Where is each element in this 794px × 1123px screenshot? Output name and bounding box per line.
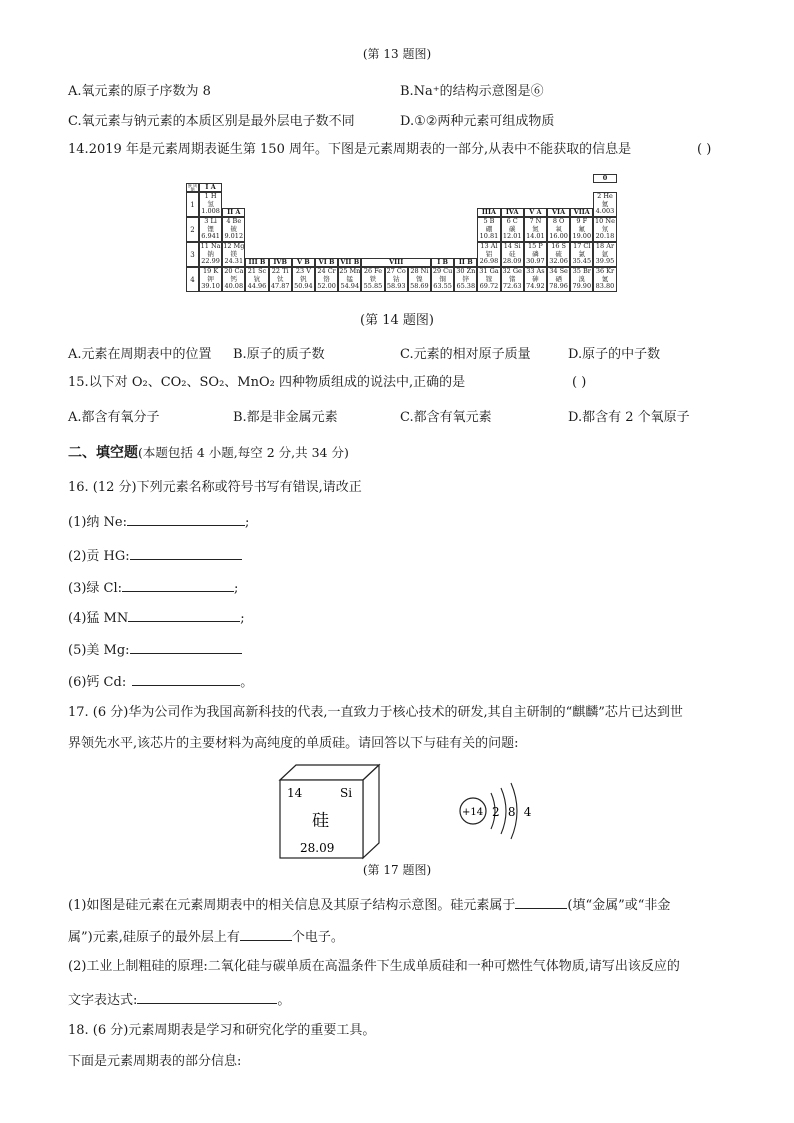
q16-item-1 <box>68 512 249 532</box>
element-mass: 69.72 <box>479 282 499 290</box>
element-mass: 14.01 <box>526 232 545 240</box>
element-mass: 12.01 <box>502 232 522 240</box>
element-cell <box>199 242 222 267</box>
element-name: 氖 <box>601 224 609 233</box>
element-number-symbol: 28 Ni <box>410 267 429 275</box>
element-name: 硫 <box>555 249 562 258</box>
element-mass: 72.63 <box>502 282 522 290</box>
q15-stem <box>68 374 465 392</box>
element-cell <box>593 242 616 267</box>
element-number-symbol: 10 Ne <box>595 217 615 225</box>
element-cell <box>292 267 315 292</box>
q13-option-c: C.氧元素与钠元素的本质区别是最外层电子数不同 <box>68 114 355 129</box>
element-name: 锌 <box>462 274 470 283</box>
element-cell <box>593 217 616 242</box>
group-header-VIIB: VII B <box>338 258 361 267</box>
q16-item-4-sep: ; <box>240 611 245 626</box>
element-name: 氯 <box>578 249 586 258</box>
element-name: 氪 <box>601 274 609 283</box>
q17-part-2-line-2 <box>68 990 290 1010</box>
element-number-symbol: 14 Si <box>503 242 521 250</box>
electron-counts: 2 8 4 <box>492 805 534 819</box>
element-name: 氦 <box>601 199 609 208</box>
group-header-VIIA: VIIA <box>570 208 593 217</box>
group-header-IA: I A <box>199 183 222 192</box>
element-name: 钙 <box>230 274 238 283</box>
q15-option-a: A.都含有氧分子 <box>68 410 160 425</box>
element-number-symbol: 24 Cr <box>317 267 336 275</box>
element-mass: 6.941 <box>201 232 220 240</box>
element-mass: 1.008 <box>201 207 220 215</box>
group-header-VA: V A <box>524 208 547 217</box>
element-cell <box>338 267 361 292</box>
periodic-table-figure <box>186 174 623 308</box>
element-number-symbol: 31 Ga <box>479 267 499 275</box>
element-mass: 78.96 <box>549 282 568 290</box>
q17-stem-line-1: 17. (6 分)华为公司作为我国高新科技的代表,一直致力于核心技术的研发,其自主研制的“麒麟”芯片已达到世 <box>68 705 683 720</box>
element-mass: 20.18 <box>595 232 615 240</box>
element-name: 氢 <box>207 199 214 208</box>
q17-figure-caption: (第 17 题图) <box>362 863 432 877</box>
element-mass: 58.93 <box>386 282 406 290</box>
element-name: 钒 <box>300 274 307 283</box>
element-name: 氩 <box>601 249 609 258</box>
element-number-symbol: 25 Mn <box>339 267 361 275</box>
element-mass: 35.45 <box>572 257 592 265</box>
element-mass: 24.31 <box>224 257 244 265</box>
element-mass: 58.69 <box>410 282 429 290</box>
element-mass: 40.08 <box>224 282 244 290</box>
element-name: 钾 <box>207 274 214 283</box>
q16-item-3-blank[interactable] <box>122 578 234 592</box>
element-number-symbol: 8 O <box>552 217 565 225</box>
element-mass: 74.92 <box>526 282 545 290</box>
element-name: 锰 <box>346 274 354 283</box>
element-name: 铬 <box>323 274 330 283</box>
q18-stem: 18. (6 分)元素周期表是学习和研究化学的重要工具。 <box>68 1023 376 1038</box>
q15-text: 以下对 O₂、CO₂、SO₂、MnO₂ 四种物质组成的说法中,正确的是 <box>88 375 466 390</box>
q17-part-2-text-c: 。 <box>277 993 291 1008</box>
table-corner-cell: 族 周期 <box>187 183 198 192</box>
q16-item-1-sep: ; <box>245 515 250 530</box>
element-name: 铝 <box>485 249 493 258</box>
element-cell <box>547 242 570 267</box>
q14-stem <box>68 141 631 159</box>
group-header-IIA: II A <box>222 208 245 217</box>
element-mass: 39.95 <box>595 257 615 265</box>
element-number-symbol: 18 Ar <box>595 242 615 250</box>
q17-part-1-line-1 <box>68 895 670 915</box>
q16-item-2 <box>68 546 242 566</box>
q16-item-6-sep: 。 <box>240 675 254 690</box>
element-number-symbol: 20 Ca <box>224 267 244 275</box>
silicon-tile-top-face <box>280 765 379 780</box>
element-name: 钪 <box>253 274 261 283</box>
group-header-VIA: VIA <box>547 208 570 217</box>
q16-item-3 <box>68 578 238 598</box>
element-number-symbol: 1 H <box>204 192 217 200</box>
element-mass: 47.87 <box>270 282 290 290</box>
element-number-symbol: 30 Zn <box>456 267 476 275</box>
element-cell <box>431 267 454 292</box>
element-number-symbol: 33 As <box>526 267 545 275</box>
element-name: 溴 <box>578 274 586 283</box>
element-cell <box>593 192 616 217</box>
element-mass: 63.55 <box>433 282 452 290</box>
element-mass: 32.06 <box>549 257 568 265</box>
q15-number: 15. <box>68 375 89 390</box>
q17-part-1-line-2 <box>68 927 344 947</box>
element-cell <box>593 267 616 292</box>
element-cell <box>501 217 524 242</box>
section-2-title: 二、填空题 <box>68 445 138 461</box>
q17-part-1-text-d: 个电子。 <box>291 930 344 945</box>
group-header-0: 0 <box>593 174 616 183</box>
element-mass: 19.00 <box>572 232 592 240</box>
element-mass: 26.98 <box>479 257 499 265</box>
q17-part-1-text-a: (1)如图是硅元素在元素周期表中的相关信息及其原子结构示意图。硅元素属于 <box>68 898 516 913</box>
group-header-IIIA: IIIA <box>477 208 500 217</box>
q16-item-3-label: (3)绿 Cl: <box>68 581 123 596</box>
element-cell <box>477 267 500 292</box>
element-number-symbol: 7 N <box>529 217 542 225</box>
q16-item-4 <box>68 608 245 628</box>
q16-item-6-blank[interactable] <box>132 672 240 686</box>
element-mass: 9.012 <box>224 232 244 240</box>
element-number-symbol: 12 Mg <box>223 242 245 250</box>
group-header-IB: I B <box>431 258 454 267</box>
q15-answer-paren: ( ) <box>572 375 587 390</box>
element-mass: 50.94 <box>294 282 313 290</box>
element-mass: 28.09 <box>502 257 522 265</box>
element-number-symbol: 9 F <box>576 217 588 225</box>
q16-item-1-label: (1)纳 Ne: <box>68 515 127 530</box>
element-name: 锂 <box>207 224 214 233</box>
q17-metal-blank[interactable] <box>515 895 567 909</box>
element-name: 硒 <box>555 274 562 283</box>
element-mass: 65.38 <box>456 282 476 290</box>
element-number-symbol: 21 Sc <box>247 267 267 275</box>
element-number-symbol: 36 Kr <box>595 267 615 275</box>
element-number-symbol: 26 Fe <box>363 267 383 275</box>
silicon-name: 硅 <box>312 811 329 831</box>
element-cell <box>477 242 500 267</box>
element-cell <box>222 217 245 242</box>
element-cell <box>222 267 245 292</box>
q17-equation-blank[interactable] <box>137 990 277 1004</box>
q14-figure-caption: (第 14 题图) <box>360 313 434 328</box>
group-header-IVB: IVB <box>269 258 292 267</box>
q14-option-c: C.元素的相对原子质量 <box>400 347 531 362</box>
element-cell <box>547 217 570 242</box>
element-name: 铁 <box>369 274 377 283</box>
element-mass: 30.97 <box>526 257 545 265</box>
element-number-symbol: 29 Cu <box>432 267 453 275</box>
element-number-symbol: 2 He <box>597 192 613 200</box>
element-name: 碳 <box>508 224 516 233</box>
nucleus-charge: +14 <box>462 807 484 818</box>
element-name: 氮 <box>532 224 539 233</box>
element-cell <box>245 267 268 292</box>
q14-answer-paren: ( ) <box>697 142 712 157</box>
element-mass: 16.00 <box>549 232 568 240</box>
group-header-IIB: II B <box>454 258 477 267</box>
element-number-symbol: 15 P <box>528 242 543 250</box>
q17-stem-line-2: 界领先水平,该芯片的主要材料为高纯度的单质硅。请回答以下与硅有关的问题: <box>68 736 519 751</box>
q15-option-b: B.都是非金属元素 <box>233 410 338 425</box>
q17-part-2-line-1: (2)工业上制粗硅的原理:二氧化硅与碳单质在高温条件下生成单质硅和一种可燃性气体物质,请写出该反应的 <box>68 959 680 974</box>
silicon-atomic-number: 14 <box>287 786 303 800</box>
element-name: 磷 <box>532 249 539 258</box>
element-name: 锗 <box>508 274 516 283</box>
q13-figure-caption: (第 13 题图) <box>362 47 432 61</box>
element-cell <box>315 267 338 292</box>
element-cell <box>385 267 408 292</box>
element-name: 钠 <box>207 249 214 258</box>
element-number-symbol: 11 Na <box>200 242 221 250</box>
element-cell <box>361 267 384 292</box>
silicon-tile-side-face <box>363 765 379 858</box>
group-header-IVA: IVA <box>501 208 524 217</box>
element-cell <box>570 217 593 242</box>
element-name: 硅 <box>508 249 516 258</box>
element-mass: 79.90 <box>572 282 592 290</box>
element-cell <box>524 242 547 267</box>
element-mass: 4.003 <box>595 207 615 215</box>
silicon-symbol: Si <box>340 786 353 800</box>
group-header-IIIB: III B <box>245 258 268 267</box>
element-mass: 22.99 <box>201 257 220 265</box>
q16-stem: 16. (12 分)下列元素名称或符号书写有错误,请改正 <box>68 480 362 495</box>
q16-item-6 <box>68 672 253 692</box>
element-number-symbol: 6 C <box>506 217 518 225</box>
element-number-symbol: 22 Ti <box>271 267 289 275</box>
period-label-4: 4 <box>186 267 199 292</box>
silicon-tile-figure <box>276 762 386 862</box>
element-cell <box>501 267 524 292</box>
element-number-symbol: 13 Al <box>480 242 498 250</box>
group-header-VIII: VIII <box>361 258 431 267</box>
element-name: 砷 <box>532 274 539 283</box>
element-cell <box>199 217 222 242</box>
element-cell <box>269 267 292 292</box>
element-cell <box>454 267 477 292</box>
element-cell <box>408 267 431 292</box>
q13-option-a: A.氧元素的原子序数为 8 <box>68 84 211 99</box>
element-cell <box>524 217 547 242</box>
element-number-symbol: 35 Br <box>572 267 591 275</box>
element-mass: 54.94 <box>340 282 360 290</box>
element-name: 钴 <box>392 274 400 283</box>
element-name: 钛 <box>276 274 284 283</box>
group-header-VB: V B <box>292 258 315 267</box>
element-mass: 83.80 <box>595 282 615 290</box>
q14-option-a: A.元素在周期表中的位置 <box>68 347 212 362</box>
element-number-symbol: 4 Be <box>226 217 242 225</box>
q16-item-5 <box>68 640 242 660</box>
q14-text: 2019 年是元素周期表诞生第 150 周年。下图是元素周期表的一部分,从表中不能获取的信息是 <box>88 142 632 157</box>
q17-part-1-text-c: 属”)元素,硅原子的最外层上有 <box>68 930 240 945</box>
element-name: 铜 <box>439 274 446 283</box>
q16-item-4-label: (4)猛 MN <box>68 611 129 626</box>
element-number-symbol: 32 Ge <box>502 267 522 275</box>
element-mass: 52.00 <box>317 282 336 290</box>
element-cell <box>524 267 547 292</box>
q14-option-d: D.原子的中子数 <box>568 347 661 362</box>
element-mass: 39.10 <box>201 282 220 290</box>
q16-item-4-blank[interactable] <box>128 608 240 622</box>
group-header-VIB: VI B <box>315 258 338 267</box>
q14-option-b: B.原子的质子数 <box>233 347 325 362</box>
element-number-symbol: 23 V <box>295 267 311 275</box>
q17-part-2-text-b: 文字表达式: <box>68 993 138 1008</box>
silicon-atomic-mass: 28.09 <box>300 841 335 855</box>
period-label-3: 3 <box>186 242 199 267</box>
q16-item-1-blank[interactable] <box>127 512 245 526</box>
element-number-symbol: 5 B <box>483 217 495 225</box>
q16-item-2-label: (2)贡 HG: <box>68 549 130 564</box>
element-name: 铍 <box>230 224 238 233</box>
element-mass: 10.81 <box>479 232 499 240</box>
q15-option-d: D.都含有 2 个氧原子 <box>568 410 690 425</box>
element-cell <box>570 242 593 267</box>
q16-item-6-label: (6)钙 Cd: <box>68 675 127 690</box>
silicon-atom-structure-diagram <box>455 776 535 846</box>
q14-number: 14. <box>68 142 89 157</box>
element-number-symbol: 27 Co <box>386 267 406 275</box>
element-name: 镁 <box>230 249 238 258</box>
element-number-symbol: 17 Cl <box>573 242 591 250</box>
q16-item-3-sep: ; <box>234 581 239 596</box>
element-number-symbol: 3 Li <box>204 217 217 225</box>
element-cell <box>570 267 593 292</box>
q13-option-d: D.①②两种元素可组成物质 <box>400 114 555 129</box>
element-cell <box>547 267 570 292</box>
element-cell <box>199 192 222 217</box>
element-name: 氧 <box>555 224 562 233</box>
element-name: 镍 <box>416 274 423 283</box>
element-cell <box>501 242 524 267</box>
element-name: 氟 <box>578 224 586 233</box>
q16-item-5-blank[interactable] <box>130 640 242 654</box>
q18-line-2: 下面是元素周期表的部分信息: <box>68 1054 242 1069</box>
q13-option-b: B.Na⁺的结构示意图是⑥ <box>400 84 544 99</box>
q17-electron-blank[interactable] <box>240 927 292 941</box>
q17-part-1-text-b: (填“金属”或“非金 <box>567 898 671 913</box>
element-mass: 44.96 <box>247 282 267 290</box>
element-cell <box>199 267 222 292</box>
element-cell <box>222 242 245 267</box>
element-number-symbol: 16 S <box>551 242 566 250</box>
element-number-symbol: 34 Se <box>549 267 568 275</box>
element-mass: 55.85 <box>363 282 383 290</box>
q15-option-c: C.都含有氧元素 <box>400 410 492 425</box>
element-number-symbol: 19 K <box>202 267 219 275</box>
q16-item-2-blank[interactable] <box>130 546 242 560</box>
period-label-2: 2 <box>186 217 199 242</box>
section-2-note: (本题包括 4 小题,每空 2 分,共 34 分) <box>138 445 349 460</box>
q16-item-5-label: (5)美 Mg: <box>68 643 130 658</box>
period-label-1: 1 <box>186 192 199 217</box>
element-name: 镓 <box>485 274 493 283</box>
section-2-heading <box>68 444 349 463</box>
element-cell <box>477 217 500 242</box>
element-name: 硼 <box>485 224 493 233</box>
